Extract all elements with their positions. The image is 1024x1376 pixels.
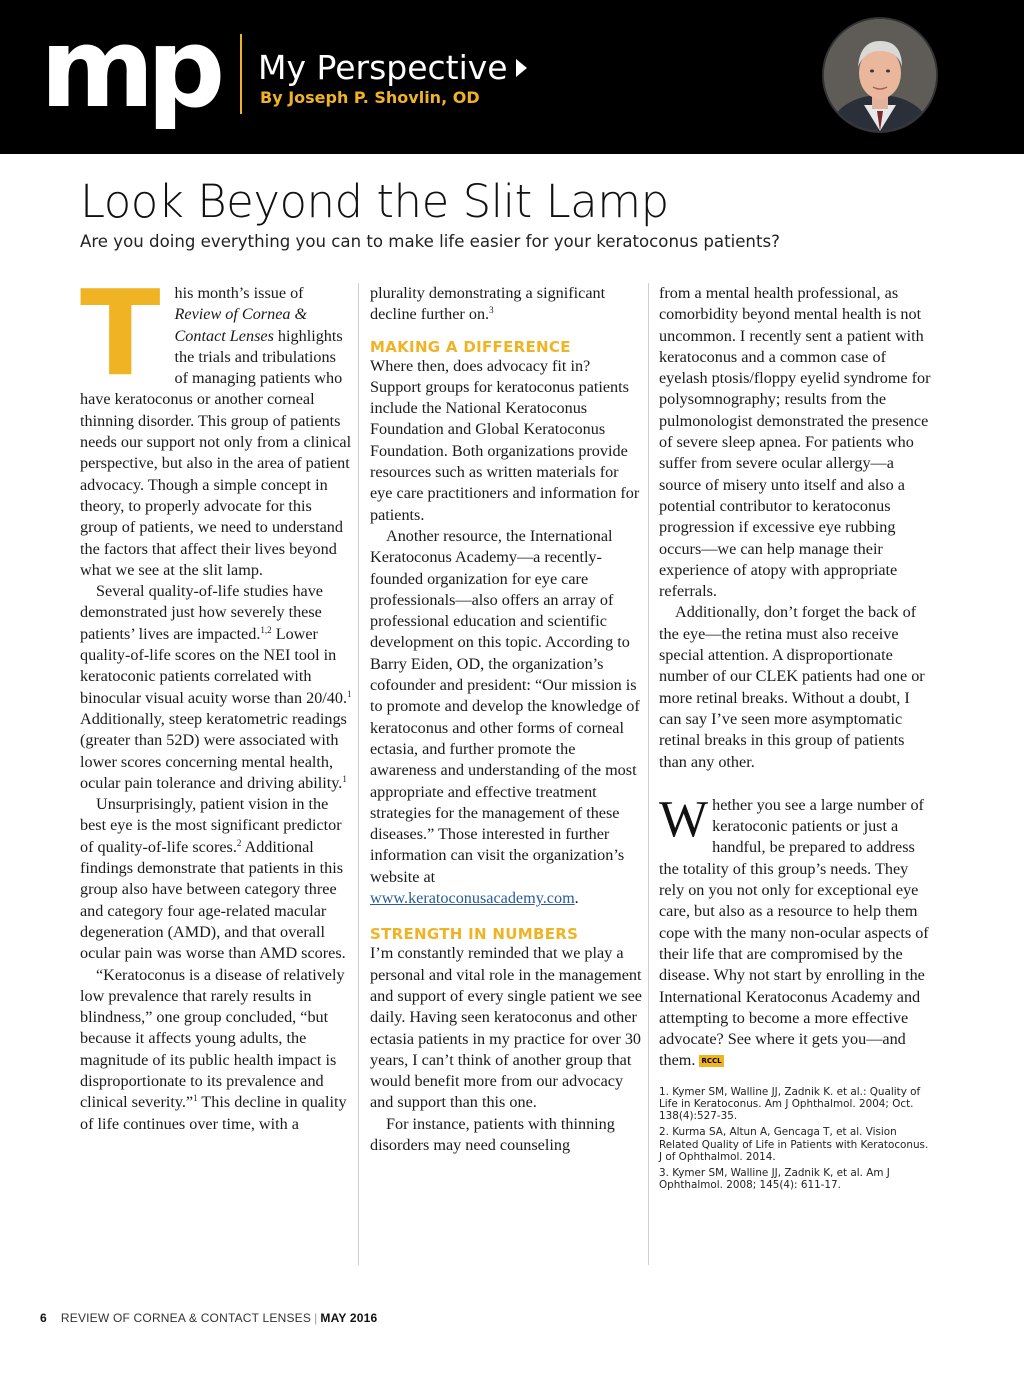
text: his month’s issue of bbox=[174, 284, 304, 302]
author-portrait-icon bbox=[824, 19, 936, 131]
header-divider bbox=[240, 34, 242, 114]
byline: By Joseph P. Shovlin, OD bbox=[260, 88, 480, 107]
page-number: 6 bbox=[40, 1311, 47, 1325]
text: Several quality-of-life studies have demonstrated just how severely these patients’ lives are impacted. bbox=[80, 582, 323, 643]
page-footer bbox=[40, 1311, 377, 1325]
text: . bbox=[574, 889, 579, 908]
header-band bbox=[0, 0, 1024, 154]
paragraph bbox=[659, 790, 931, 1072]
paragraph bbox=[80, 794, 352, 964]
drop-cap: T bbox=[80, 264, 161, 402]
citation: 1,2 bbox=[260, 624, 272, 635]
paragraph: I’m constantly reminded that we play a personal and vital role in the management and support of every single patient we see daily. Having seen keratoconus and other ectasia patients in my practice for over 30 years, I can’t think of another group that would benefit more from our advocacy and support than this one. bbox=[370, 944, 642, 1112]
drop-cap: W bbox=[659, 790, 709, 848]
paragraph bbox=[370, 526, 642, 909]
subhead: MAKING A DIFFERENCE bbox=[370, 337, 571, 356]
text: Another resource, the International Keratoconus Academy—a recently-founded organization for eye care professionals—also offers an array of professional education and scientific development on this topic. According to Barry Eiden, OD, the organization’s cofounder and president: “Our mission is to promote and develop the knowledge of keratoconus and other forms of corneal ectasia, and further promote the awareness and understanding of the most appropriate and effective treatment strategies for the management of these diseases.” Those interested in further information can visit the organization’s website at bbox=[370, 526, 640, 886]
text: Unsurprisingly, patient vision in the best eye is the most significant predictor of quality-of-life scores. bbox=[80, 795, 342, 856]
mp-logo: mp bbox=[40, 4, 218, 132]
column-1 bbox=[80, 264, 352, 1135]
text: “Keratoconus is a disease of relatively low prevalence that rarely results in blindness,” one group concluded, “but because it affects young adults, the magnitude of its public health impact is disproportionate to its prevalence and clinical severity.” bbox=[80, 965, 345, 1112]
paragraph: Additionally, don’t forget the back of the eye—the retina must also receive special attention. A disproportionate number of our CLEK patients had one or more retinal breaks. Without a doubt, I can say I’ve seen more asymptomatic retinal breaks in this group of patients than any other. bbox=[659, 603, 925, 771]
play-arrow-icon bbox=[516, 59, 527, 77]
reference-item: 2. Kurma SA, Altun A, Gencaga T, et al. Vision Related Quality of Life in Patients with Keratoconus. J of Ophthalmol. 2014. bbox=[659, 1126, 929, 1163]
paragraph: Where then, does advocacy fit in? Support groups for keratoconus patients include the National Keratoconus Foundation and Global Keratoconus Foundation. Both organizations provide resources such as written materials for eye care practitioners and information for patients. bbox=[370, 356, 640, 524]
paragraph bbox=[370, 283, 642, 326]
text: Lower quality-of-life scores on the NEI tool in keratoconic patients correlated with binocular visual acuity worse than 20/40. bbox=[80, 624, 348, 707]
text: Additionally, steep keratometric readings (greater than 52D) were associated with lower scores concerning mental health, ocular pain tolerance and driving ability. bbox=[80, 709, 347, 792]
references bbox=[659, 1086, 931, 1192]
citation: 2 bbox=[236, 837, 242, 848]
reference-item: 1. Kymer SM, Walline JJ, Zadnik K. et al.: Quality of Life in Keratoconus. Am J Ophthalmol. 2004; Oct. 138(4):527-35. bbox=[659, 1085, 921, 1123]
column-2 bbox=[370, 283, 642, 1156]
column-rule bbox=[648, 283, 649, 1265]
reference-item: 3. Kymer SM, Walline JJ, Zadnik K, et al. Am J Ophthalmol. 2008; 145(4): 611-17. bbox=[659, 1166, 890, 1192]
text: Additional findings demonstrate that patients in this group also have between category three and category four age-related macular degeneration (AMD), and that overall ocular pain was worse than AMD scores. bbox=[80, 837, 346, 963]
citation: 3 bbox=[489, 305, 494, 316]
author-photo bbox=[822, 17, 938, 133]
paragraph bbox=[80, 965, 352, 1135]
column-rule bbox=[358, 283, 359, 1265]
end-mark-icon: RCCL bbox=[701, 1057, 722, 1066]
citation: 1 bbox=[347, 688, 352, 699]
publication-name: REVIEW OF CORNEA & CONTACT LENSES bbox=[60, 1311, 312, 1325]
column-3 bbox=[659, 283, 931, 1195]
section-title-text: My Perspective bbox=[258, 48, 508, 87]
footer-separator: | bbox=[314, 1311, 318, 1325]
text: hether you see a large number of keratoconic patients or just a handful, be prepared to address the totality of this group’s needs. They rely on you not only for exceptional eye care, but also as a resource to help them cope with the many non-ocular aspects of their life that are compromised by the disease. Why not start by enrolling in the International Keratoconus Academy and attempting to become a more effective advocate? See where it gets you—and them. bbox=[659, 795, 929, 1070]
paragraph bbox=[80, 581, 352, 794]
subhead: STRENGTH IN NUMBERS bbox=[370, 925, 579, 944]
text: This decline in quality of life continues over time, with a bbox=[80, 1093, 347, 1133]
citation: 1 bbox=[342, 773, 347, 784]
issue-date: MAY 2016 bbox=[320, 1311, 378, 1325]
citation: 1 bbox=[193, 1093, 198, 1104]
paragraph: from a mental health professional, as comorbidity beyond mental health is not uncommon. I recently sent a patient with keratoconus and a common case of eyelash ptosis/floppy eyelid syndrome for polysomnography; results from the pulmonologist demonstrated the presence of severe sleep apnea. For patients who suffer from severe ocular allergy—a source of misery unto itself and also a potential contributor to keratoconus progression if excessive eye rubbing occurs—we can help manage their experience of atopy with appropriate referrals. bbox=[659, 284, 931, 601]
article-deck: Are you doing everything you can to make life easier for your keratoconus patients? bbox=[80, 232, 780, 251]
paragraph bbox=[80, 264, 352, 581]
paragraph: For instance, patients with thinning disorders may need counseling bbox=[370, 1114, 615, 1154]
article-title: Look Beyond the Slit Lamp bbox=[80, 175, 669, 228]
text: highlights the trials and tribulations of managing patients who have keratoconus or another corneal thinning disorder. This group of patients needs our support not only from a clinical perspective, but also in the area of patient advocacy. Though a simple concept in theory, to properly advocate for this group of patients, we need to understand the factors that affect their lives beyond what we see at the slit lamp. bbox=[80, 326, 352, 579]
journal-title: Review of Cornea & Contact Lenses bbox=[174, 305, 308, 345]
website-link[interactable]: www.keratoconusacademy.com bbox=[370, 889, 575, 908]
text: plurality demonstrating a significant decline further on. bbox=[370, 284, 606, 324]
section-title bbox=[258, 48, 527, 88]
